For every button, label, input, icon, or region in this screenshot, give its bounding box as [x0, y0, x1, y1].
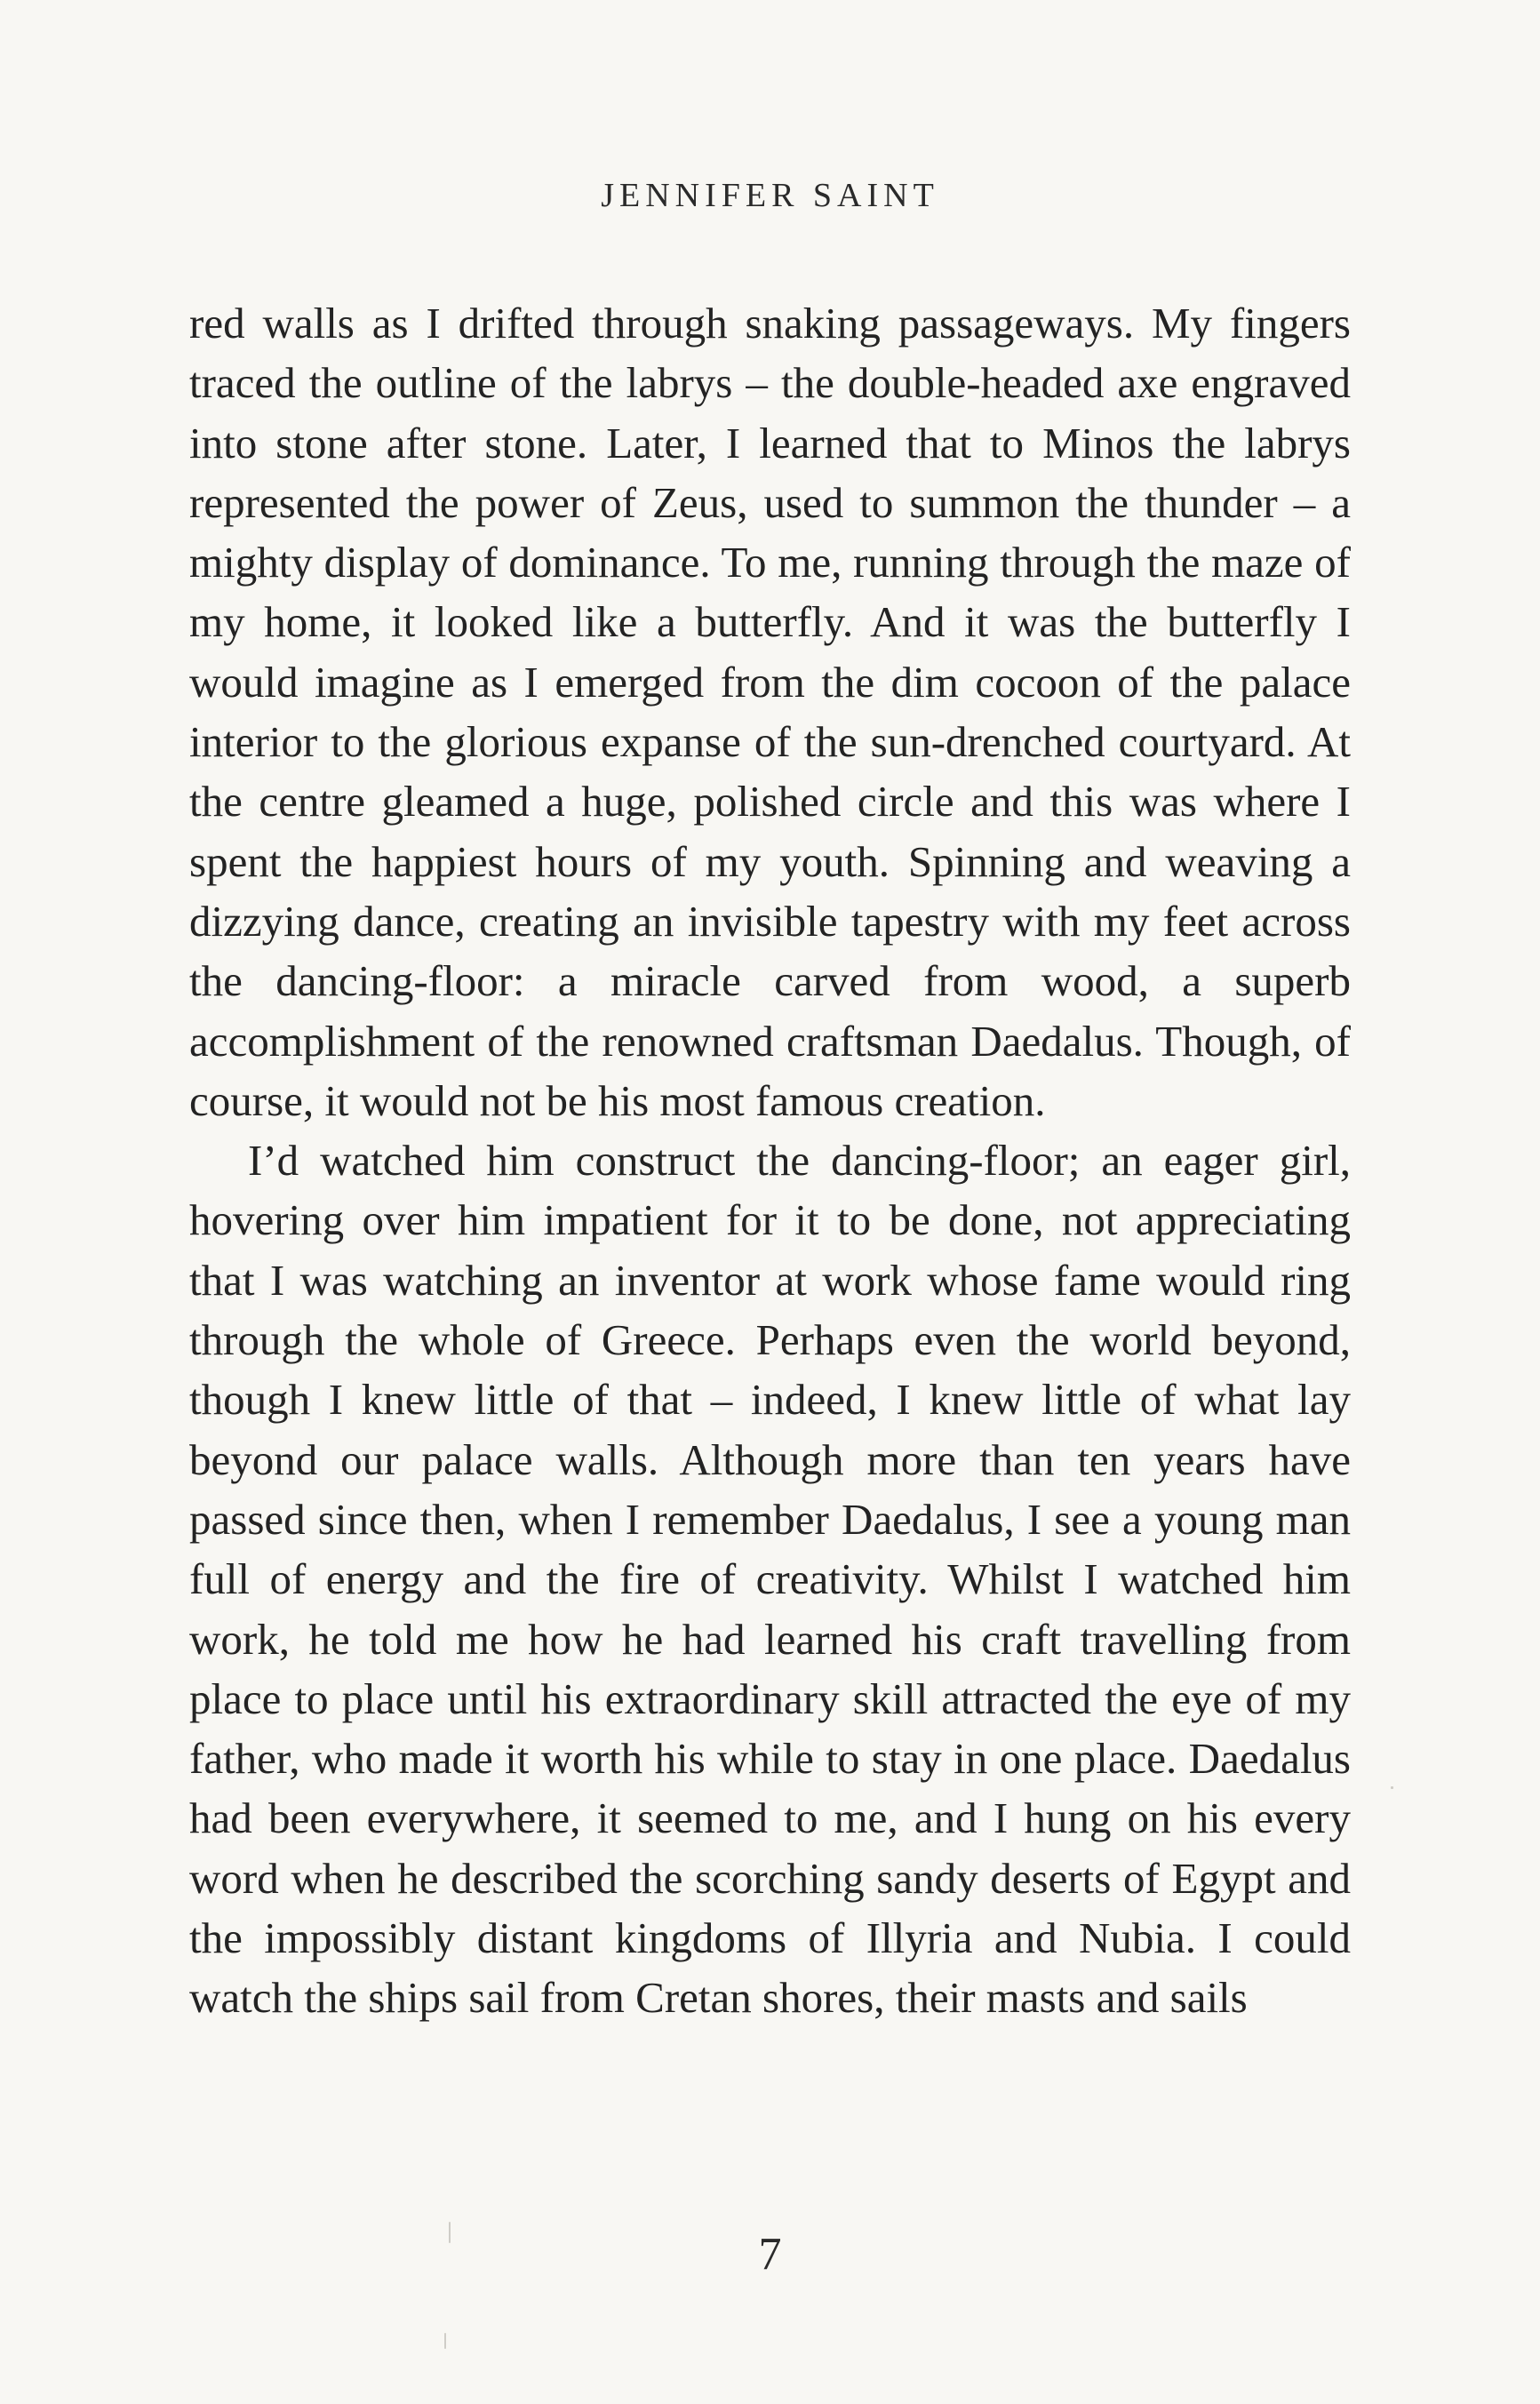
page-number: 7 [758, 2229, 782, 2280]
scan-speck [444, 2333, 446, 2349]
paragraph-1: red walls as I drifted through snaking passageways. My fingers traced the outline of the labrys – the double-headed axe engraved into stone after stone. Later, I learned that to Minos the labrys represented the power of Zeus, used to summon the thunder – a mighty display of dominance. To me, running through the maze of my home, it looked like a butterfly. And it was the butterfly I would imagine as I emerged from the dim cocoon of the palace interior to the glorious expanse of the sun-drenched courtyard. At the centre gleamed a huge, polished circle and this was where I spent the happiest hours of my youth. Spinning and weaving a dizzying dance, creating an invisible tapestry with my feet across the dancing-floor: a miracle carved from wood, a superb accomplishment of the renowned craftsman Daedalus. Though, of course, it would not be his most famous creation. [189, 299, 1351, 1125]
scan-speck [1391, 1786, 1393, 1789]
running-head: JENNIFER SAINT [601, 177, 939, 214]
paragraph-2: I’d watched him construct the dancing-floor; an eager girl, hovering over him impatient for it to be done, not appreciating that I was watching an inventor at work whose fame would ring through the whole of Greece. Perhaps even the world beyond, though I knew little of that – indeed, I knew little of what lay beyond our palace walls. Although more than ten years have passed since then, when I remember Daedalus, I see a young man full of energy and the fire of creativity. Whilst I watched him work, he told me how he had learned his craft travelling from place to place until his extraordinary skill attracted the eye of my father, who made it worth his while to stay in one place. Daedalus had been everywhere, it seemed to me, and I hung on his every word when he described the scorching sandy deserts of Egypt and the impossibly distant kingdoms of Illyria and Nubia. I could watch the ships sail from Cretan shores, their masts and sails [189, 1136, 1351, 2023]
body-text [189, 293, 1351, 2028]
scan-speck [449, 2222, 451, 2243]
